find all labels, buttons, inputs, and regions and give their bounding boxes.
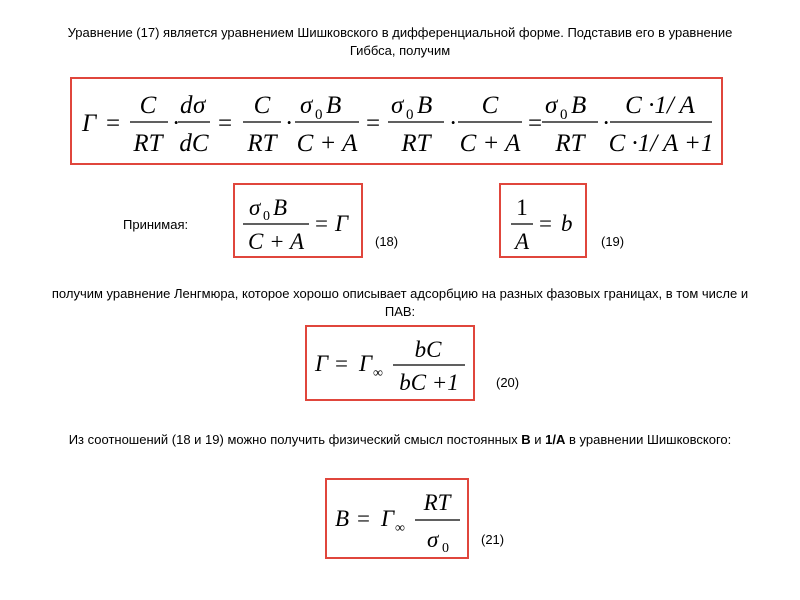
langmuir-paragraph bbox=[20, 285, 780, 321]
gamma-symbol: Г bbox=[335, 211, 349, 236]
main-equation-box bbox=[70, 77, 723, 165]
equals-sign: = bbox=[366, 110, 381, 137]
relations-paragraph bbox=[20, 431, 780, 449]
fraction-denominator: RT bbox=[133, 130, 163, 157]
equals-sign: = bbox=[315, 211, 328, 236]
dot-operator: · bbox=[602, 110, 611, 137]
equals-sign: = bbox=[357, 506, 370, 531]
b-constant-symbol: B bbox=[335, 506, 350, 531]
equation-19 bbox=[501, 185, 589, 260]
subscript-zero: 0 bbox=[263, 209, 270, 224]
gamma-inf-symbol: Г bbox=[359, 351, 373, 376]
equals-sign: = bbox=[218, 110, 233, 137]
fraction-denominator: RT bbox=[401, 130, 431, 157]
constant-b: B bbox=[521, 432, 531, 447]
fraction-denominator: C + A bbox=[459, 130, 521, 157]
b-symbol: b bbox=[561, 211, 573, 236]
sigma-symbol: σ bbox=[300, 92, 313, 119]
accepting-label: Принимая: bbox=[123, 217, 189, 232]
dot-operator: · bbox=[449, 110, 458, 137]
fraction-denominator: A bbox=[514, 229, 530, 254]
fraction-denominator: RT bbox=[247, 130, 277, 157]
fraction-numerator: C bbox=[481, 92, 499, 119]
infinity-subscript: ∞ bbox=[373, 366, 383, 381]
fraction-numerator: C bbox=[139, 92, 157, 119]
fraction-numerator: bC bbox=[414, 337, 442, 362]
intro-line-1: Уравнение (17) является уравнением Шишковского в дифференциальной форме. Подставив его в уравнение bbox=[67, 25, 733, 40]
equation-21-box bbox=[325, 478, 469, 559]
sigma-symbol: σ bbox=[545, 92, 558, 119]
gamma-symbol: Г bbox=[315, 351, 329, 376]
fraction-numerator: C ·1/ A bbox=[625, 92, 695, 119]
fraction-numerator: RT bbox=[423, 490, 451, 515]
sigma-symbol: σ bbox=[427, 527, 439, 552]
infinity-subscript: ∞ bbox=[395, 521, 405, 536]
sigma-symbol: σ bbox=[249, 195, 261, 220]
sigma-symbol: σ bbox=[391, 92, 404, 119]
fraction-denominator: bC +1 bbox=[399, 370, 459, 395]
equals-sign: = bbox=[539, 211, 552, 236]
constant-inv-a: 1/A bbox=[545, 432, 566, 447]
equals-sign: = bbox=[106, 110, 121, 137]
intro-paragraph bbox=[20, 24, 780, 60]
fraction-numerator: B bbox=[326, 92, 342, 119]
langmuir-line-1: получим уравнение Ленгмюра, которое хорошо описывает адсорбцию на разных фазовых границах, в том числе и bbox=[51, 286, 749, 301]
equals-sign: = bbox=[528, 110, 543, 137]
equation-18-box bbox=[233, 183, 363, 258]
dot-operator: · bbox=[172, 110, 181, 137]
dot-operator: · bbox=[285, 110, 294, 137]
subscript-zero: 0 bbox=[406, 107, 414, 123]
equals-sign: = bbox=[335, 351, 348, 376]
relations-text-post: в уравнении Шишковского: bbox=[565, 432, 732, 447]
relations-text-and: и bbox=[530, 432, 546, 447]
langmuir-line-2: ПАВ: bbox=[384, 304, 416, 319]
fraction-numerator: 1 bbox=[516, 195, 528, 220]
subscript-zero: 0 bbox=[560, 107, 568, 123]
equation-18 bbox=[235, 185, 365, 260]
subscript-zero: 0 bbox=[442, 541, 449, 556]
fraction-numerator: B bbox=[273, 195, 288, 220]
equation-number-21: (21) bbox=[481, 532, 505, 547]
fraction-numerator: B bbox=[571, 92, 587, 119]
equation-number-20: (20) bbox=[496, 375, 520, 390]
fraction-denominator: RT bbox=[555, 130, 585, 157]
equation-21 bbox=[327, 480, 471, 561]
sigma-symbol: σ bbox=[193, 92, 206, 119]
equation-19-box bbox=[499, 183, 587, 258]
fraction-numerator: d bbox=[180, 92, 193, 119]
fraction-denominator: dC bbox=[179, 130, 209, 157]
equation-20 bbox=[307, 327, 477, 403]
intro-line-2: Гиббса, получим bbox=[349, 43, 451, 58]
fraction-denominator: C + A bbox=[248, 229, 304, 254]
equation-20-box bbox=[305, 325, 475, 401]
fraction-denominator: C + A bbox=[296, 130, 358, 157]
subscript-zero: 0 bbox=[315, 107, 323, 123]
fraction-numerator: C bbox=[253, 92, 271, 119]
main-equation bbox=[72, 79, 725, 167]
equation-number-19: (19) bbox=[601, 234, 625, 249]
fraction-numerator: B bbox=[417, 92, 433, 119]
gamma-inf-symbol: Г bbox=[381, 506, 395, 531]
equation-number-18: (18) bbox=[375, 234, 399, 249]
fraction-denominator: C ·1/ A +1 bbox=[608, 130, 714, 157]
gamma-symbol: Г bbox=[82, 110, 97, 137]
relations-text-pre: Из соотношений (18 и 19) можно получить физический смысл постоянных bbox=[68, 432, 522, 447]
